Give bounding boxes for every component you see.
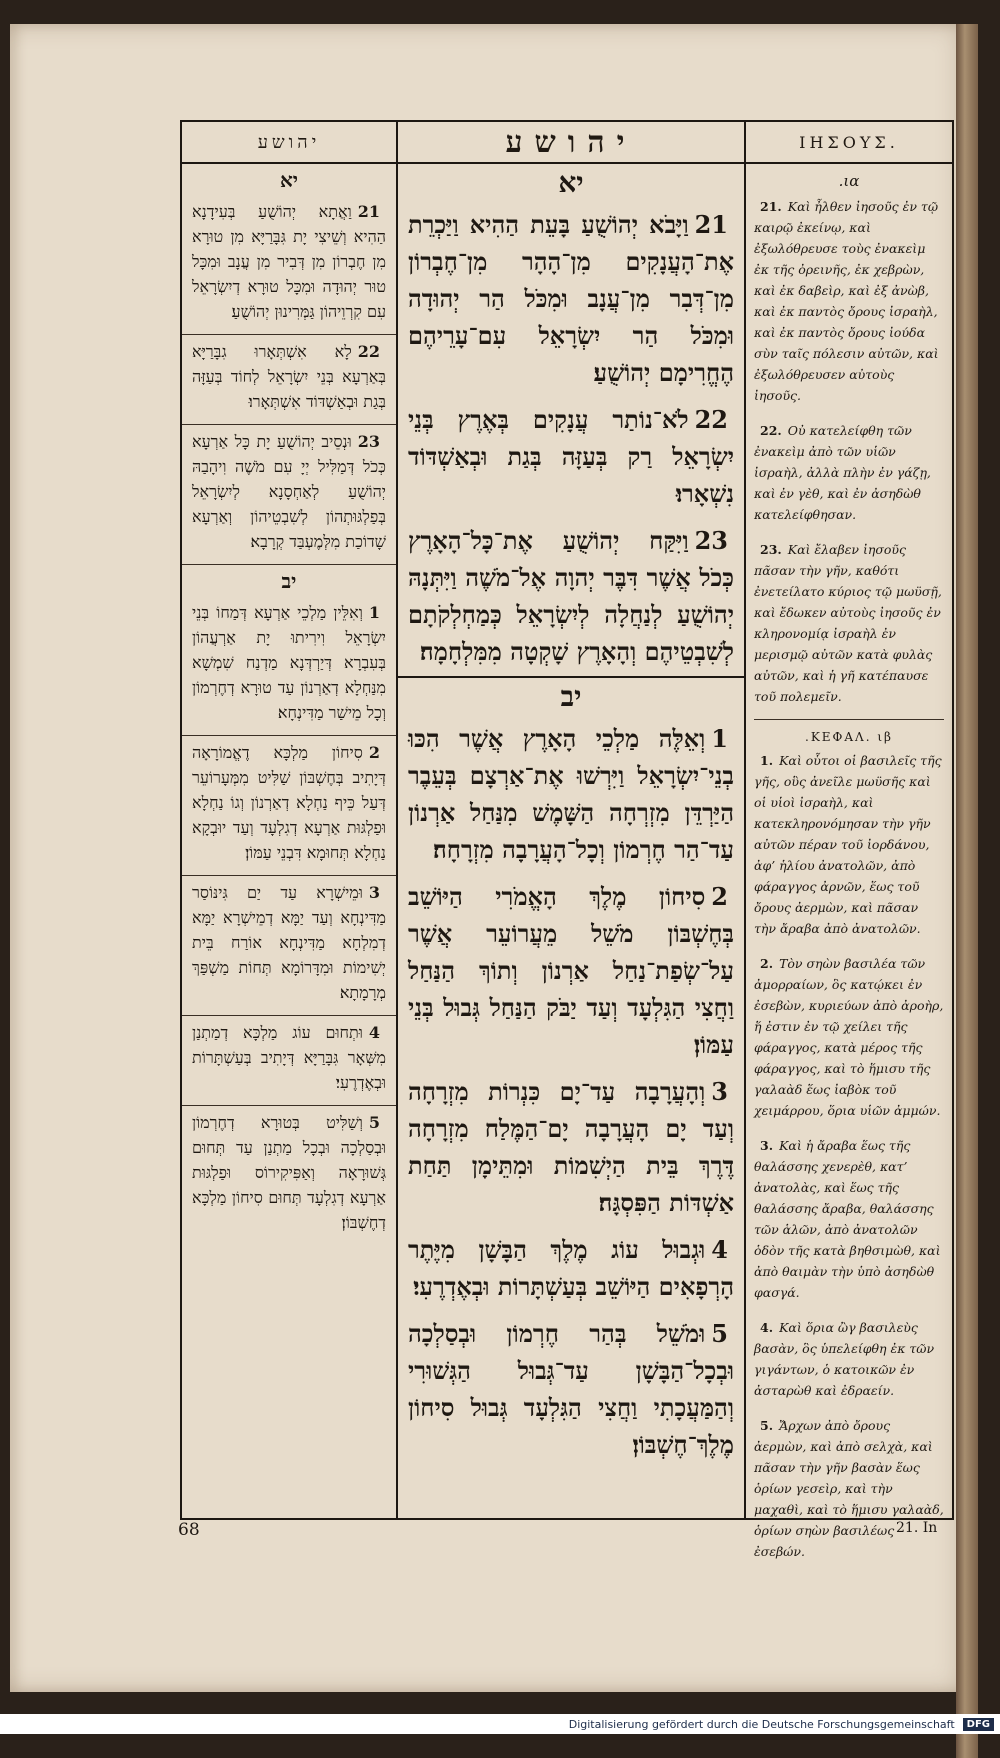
- verse-text: סִיחוֹן מֶלֶךְ הָאֱמֹרִי הַיּוֹשֵׁב בְּחֶשְׁבּוֹן מֹשֵׁל מֵעֲרוֹעֵר אֲשֶׁר עַל־שְׂפַת־נַחַל אַרְנוֹן וְתוֹךְ הַנַּחַל וַחֲצִי הַגִּלְעָד וְעַד יַבֹּק הַנַּחַל גְּבוּל בְּנֵי עַמּוֹן׃: [408, 882, 734, 1059]
- verse-number: 2: [368, 743, 380, 762]
- digitization-note: Digitalisierung gefördert durch die Deutsche Forschungsgemeinschaft: [568, 1717, 955, 1731]
- aramaic-verse: [182, 195, 396, 335]
- verse-number: 3.: [760, 1138, 774, 1153]
- hebrew-verse: [398, 716, 744, 874]
- verse-text: Καὶ ὅρια ὢγ βασιλεὺς βασὰν, ὃς ὑπελείφθη ἐκ τῶν γιγάντων, ὁ κατοικῶν ἐν ἀσταρὼθ καὶ ἐδραείν.: [754, 1320, 935, 1398]
- verse-number: 21: [357, 202, 380, 221]
- verse-text: וַיִּקַּח יְהוֹשֻׁעַ אֶת־כָּל־הָאָרֶץ כְּכֹל אֲשֶׁר דִּבֶּר יְהוָה אֶל־מֹשֶׁה וַיִּתְּנָהּ יְהוֹשֻׁעַ לְנַחֲלָה לְיִשְׂרָאֵל כְּמַחְלְקֹתָם לְשִׁבְטֵיהֶם וְהָאָרֶץ שָׁקְטָה מִמִּלְחָמָה׃: [408, 526, 734, 666]
- verse-text: וְהָעֲרָבָה עַד־יָם כִּנְרוֹת מִזְרָחָה וְעַד יָם הָעֲרָבָה יָם־הַמֶּלַח מִזְרָחָה דֶּרֶךְ בֵּית הַיְשִׁמוֹת וּמִתֵּימָן תַּחַת אַשְׁדּוֹת הַפִּסְגָּה׃: [408, 1077, 734, 1217]
- verse-number: 5: [711, 1319, 728, 1348]
- verse-text: וּנְסֵיב יְהוֹשֻׁעַ יָת כָּל אַרְעָא כְּכֹל דְּמַלִּיל יְיָ עִם מֹשֶׁה וִיהָבַהּ יְהוֹשֻׁעַ לְאַחְסָנָא לְיִשְׂרָאֵל בְּפַלְגּוּתְהוֹן לְשִׁבְטֵיהוֹן וְאַרְעָא שָׁדוֹכַת מִלְּמֶעְבַּד קְרָבָא׃: [192, 432, 386, 551]
- hebrew-verse: [398, 397, 744, 518]
- verse-text: Καὶ ἦλθεν ἰησοῦς ἐν τῷ καιρῷ ἐκείνῳ, καὶ ἐξωλόθρευσε τοὺς ἐνακεὶμ ἐκ τῆς ὀρεινῆς, ἐκ χεβρὼν, καὶ ἐκ δαβεὶρ, καὶ ἐξ ἀνὼβ, καὶ ἐκ παντὸς ὄρους ἰσραὴλ, καὶ ἐκ παντὸς ὄρους ἰούδα σὺν ταῖς πόλεσιν αὐτῶν, καὶ ἐξωλόθρευσεν αὐτοὺς ἰησοῦς.: [754, 199, 939, 403]
- verse-number: 23: [357, 432, 380, 451]
- verse-number: 1.: [760, 753, 774, 768]
- aramaic-verse: [182, 736, 396, 876]
- catchword: 21. In: [896, 1520, 938, 1536]
- hebrew-verse: [398, 518, 744, 676]
- verse-text: Οὐ κατελείφθη τῶν ἐνακεὶμ ἀπὸ τῶν υἱῶν ἰσραὴλ, ἀλλὰ πλὴν ἐν γάζῃ, καὶ ἐν γὲθ, καὶ ἐν ἀσηδὼθ κατελείφθησαν.: [754, 423, 931, 522]
- verse-number: 22.: [760, 423, 782, 438]
- greek-column-header: ΙΗΣΟΥΣ.: [746, 122, 952, 164]
- chapter-divider: [754, 719, 944, 720]
- aramaic-verse: [182, 876, 396, 1016]
- verse-number: 4: [368, 1023, 380, 1042]
- greek-chapter-12: ΚΕΦΑΛ. ιβ.: [805, 730, 893, 744]
- aramaic-verse: [182, 1016, 396, 1106]
- verse-number: 23: [694, 526, 728, 555]
- greek-chapter-11: ια.: [838, 172, 860, 190]
- verse-number: 4.: [760, 1320, 774, 1335]
- hebrew-column-header: יהושע: [398, 122, 744, 164]
- verse-number: 21.: [760, 199, 782, 214]
- verse-number: 22: [694, 405, 728, 434]
- verse-text: וְאִלֵּין מַלְכֵי אַרְעָא דְּמַחוֹ בְּנֵי יִשְׂרָאֵל וִירִיתוּ יָת אַרְעֲהוֹן בְּעִבְרָא דְּיַרְדְּנָא מַדְנַח שִׁמְשָׁא מִנַּחְלָא דְאַרְנוֹן עַד טוּרָא דְחֶרְמוֹן וְכָל מֵישַׁר מַדִּינְחָא׃: [192, 603, 386, 722]
- verse-number: 5: [368, 1113, 380, 1132]
- verse-text: וְאֵלֶּה מַלְכֵי הָאָרֶץ אֲשֶׁר הִכּוּ בְנֵי־יִשְׂרָאֵל וַיִּרְשׁוּ אֶת־אַרְצָם בְּעֵבֶר הַיַּרְדֵּן מִזְרְחָה הַשָּׁמֶשׁ מִנַּחַל אַרְנוֹן עַד־הַר חֶרְמוֹן וְכָל־הָעֲרָבָה מִזְרָחָה׃: [408, 724, 734, 864]
- dfg-logo: DFG: [963, 1718, 994, 1731]
- hebrew-chapter-12: יב: [560, 680, 582, 713]
- verse-text: סִיחוֹן מַלְכָּא דֶאֱמוֹרָאָה דְּיָתִיב בְּחֶשְׁבּוֹן שַׁלִּיט מִמְּעָרוֹעֵר דְּעַל כֵּיף נַחְלָא דְאַרְנוֹן וְגוֹ נַחְלָא וּפַלְגּוּת אַרְעָא דְגִלְעָד וְעַד יוּבְקָא נַחְלָא תְּחוּמָא דִּבְנֵי עַמּוֹן׃: [192, 743, 386, 862]
- greek-verse: [746, 416, 952, 535]
- verse-number: 4: [711, 1235, 728, 1264]
- hebrew-verse: [398, 202, 744, 397]
- page-number: 68: [178, 1520, 200, 1540]
- greek-verse: [746, 192, 952, 416]
- verse-number: 23.: [760, 542, 782, 557]
- greek-verse: [746, 746, 952, 949]
- aramaic-verse: [182, 425, 396, 565]
- verse-text: וַאֲתָא יְהוֹשֻׁעַ בְּעִידָנָא הַהִיא וְשֵׁיצִי יָת גִּבָּרַיָּא מִן טוּרָא מִן חֶבְרוֹן מִן דְּבִיר מִן עֲנָב וּמִכָּל טוּר יְהוּדָה וּמִכָּל טוּרָא דְיִשְׂרָאֵל עִם קִרְוֵיהוֹן גַּמְּרִינוּן יְהוֹשֻׁעַ׃: [192, 202, 386, 321]
- verse-text: לָא אִשְׁתְּאָרוּ גִבָּרַיָּא בְּאַרְעָא בְּנֵי יִשְׂרָאֵל לְחוֹד בְּעַזָּה בְּגַת וּבְאַשְׁדּוֹד אִשְׁתְּאָרוּ׃: [192, 342, 386, 411]
- aramaic-verse: [182, 1106, 396, 1245]
- verse-text: וּמֹשֵׁל בְּהַר חֶרְמוֹן וּבְסַלְכָה וּבְכָל־הַבָּשָׁן עַד־גְּבוּל הַגְּשׁוּרִי וְהַמַּעֲכָתִי וַחֲצִי הַגִּלְעָד גְּבוּל סִיחוֹן מֶלֶךְ־חֶשְׁבּוֹן׃: [408, 1319, 734, 1459]
- greek-verse: [746, 535, 952, 717]
- hebrew-verse: [398, 874, 744, 1069]
- greek-verse: [746, 1313, 952, 1411]
- verse-text: Τὸν σηὼν βασιλέα τῶν ἀμορραίων, ὃς κατῴκει ἐν ἐσεβὼν, κυριεύων ἀπὸ ἀροὴρ, ἥ ἐστιν ἐν τῷ χείλει τῆς φάραγγος, κατὰ μέρος τῆς φάραγγος, καὶ τὸ ἥμισυ τῆς γαλαὰδ ἕως ἰαβὸκ τοῦ χειμάρρου, ὅρια υἱῶν ἀμμών.: [754, 956, 944, 1118]
- aramaic-chapter-11: יא: [279, 168, 299, 192]
- verse-number: 1: [711, 724, 728, 753]
- hebrew-verse: [398, 1311, 744, 1469]
- verse-text: וּגְבוּל עוֹג מֶלֶךְ הַבָּשָׁן מִיֶּתֶר הָרְפָאִים הַיּוֹשֵׁב בְּעַשְׁתָּרוֹת וּבְאֶדְרֶעִי׃: [408, 1235, 734, 1301]
- verse-text: וּמֵישְׁרָא עַד יַם גִּינּוֹסַר מַדִּינְחָא וְעַד יַמָּא דְמֵישְׁרָא יַמָּא דְמִלְחָא מַדִּינְחָא אוֹרַח בֵּית יְשִׁימוֹת וּמִדָּרוֹמָא תְּחוֹת מַשְׁפַּךְ מְרָמָתָא׃: [192, 883, 386, 1002]
- verse-number: 22: [357, 342, 380, 361]
- verse-text: Καὶ ἔλαβεν ἰησοῦς πᾶσαν τὴν γῆν, καθότι ἐνετείλατο κύριος τῷ μωϋσῇ, καὶ ἔδωκεν αὐτοὺς ἰησοῦς ἐν κληρονομίᾳ ἰσραὴλ ἐν μερισμῷ αὐτῶν κατὰ φυλὰς αὐτῶν, καὶ ἡ γῆ κατέπαυσε τοῦ πολεμεῖν.: [754, 542, 942, 704]
- aramaic-column: [182, 122, 398, 1518]
- greek-verse: [746, 1131, 952, 1313]
- aramaic-verse: [182, 335, 396, 425]
- verse-number: 3: [711, 1077, 728, 1106]
- hebrew-column: [398, 122, 746, 1518]
- book-edge: [956, 24, 978, 1758]
- verse-text: וּתְחוּם עוֹג מַלְכָּא דְמַתְנַן מִשְּׁאָר גִּבָּרַיָּא דְּיָתִיב בְּעַשְׁתָּרוֹת וּבְאֶדְרֶעִי׃: [192, 1023, 386, 1092]
- verse-text: וַיָּבֹא יְהוֹשֻׁעַ בָּעֵת הַהִיא וַיַּכְרֵת אֶת־הָעֲנָקִים מִן־הָהָר מִן־חֶבְרוֹן מִן־דְּבִר מִן־עֲנָב וּמִכֹּל הַר יְהוּדָה וּמִכֹּל הַר יִשְׂרָאֵל עִם־עָרֵיהֶם הֶחֱרִימָם יְהוֹשֻׁעַ׃: [408, 210, 734, 387]
- verse-number: 21: [694, 210, 728, 239]
- aramaic-verse: [182, 596, 396, 736]
- verse-text: וְשַׁלִּיט בְּטוּרָא דְחֶרְמוֹן וּבְסַלְכָה וּבְכָל מַתְנַן עַד תְּחוּם גְּשׁוּרָאָה וְאַפִּיקִירוֹס וּפַלְגּוּת אַרְעָא דְגִלְעָד תְּחוּם סִיחוֹן מַלְכָּא דְחֶשְׁבּוֹן׃: [192, 1113, 386, 1232]
- verse-number: 5.: [760, 1418, 774, 1433]
- aramaic-column-header: יהושע: [182, 122, 396, 164]
- verse-number: 3: [368, 883, 380, 902]
- verse-text: Καὶ οὗτοι οἱ βασιλεῖς τῆς γῆς, οὓς ἀνεῖλε μωϋσῆς καὶ οἱ υἱοὶ ἰσραὴλ, καὶ κατεκληρονόμησαν τὴν γῆν αὐτῶν πέραν τοῦ ἰορδάνου, ἀφ’ ἡλίου ἀνατολῶν, ἀπὸ φάραγγος ἀρνῶν, ἕως τοῦ ὄρους ἀερμὼν, καὶ πᾶσαν τὴν ἄραβα ἀπὸ ἀνατολῶν.: [754, 753, 942, 936]
- greek-verse: [746, 1411, 952, 1572]
- verse-text: לֹא־נוֹתַר עֲנָקִים בְּאֶרֶץ בְּנֵי יִשְׂרָאֵל רַק בְּעַזָּה בְּגַת וּבְאַשְׁדּוֹד נִשְׁאָרוּ׃: [408, 405, 734, 508]
- hebrew-chapter-11: יא: [558, 166, 584, 199]
- verse-text: Καὶ ἡ ἄραβα ἕως τῆς θαλάσσης χενερὲθ, κατ’ ἀνατολὰς, καὶ ἕως τῆς θαλάσσης ἄραβα, θαλάσσης τῶν ἁλῶν, ἀπὸ ἀνατολῶν ὁδὸν τῆς κατὰ βηθσιμὼθ, καὶ ἀπὸ θαιμὰν τὴν ὑπὸ ἀσηδὼθ φασγά.: [754, 1138, 941, 1300]
- verse-number: 2: [711, 882, 728, 911]
- hebrew-verse: [398, 1069, 744, 1227]
- verse-number: 2.: [760, 956, 774, 971]
- verse-text: Ἄρχων ἀπὸ ὄρους ἀερμὼν, καὶ ἀπὸ σελχὰ, καὶ πᾶσαν τὴν γῆν βασὰν ἕως ὁρίων γεσεὶρ, καὶ τὴν μαχαθὶ, καὶ τὸ ἥμισυ γαλαὰδ, ὁρίων σηὼν βασιλέως ἐσεβών.: [754, 1418, 944, 1559]
- digitization-banner: [0, 1714, 1000, 1734]
- hebrew-verse: [398, 1227, 744, 1311]
- verse-number: 1: [368, 603, 380, 622]
- aramaic-chapter-12: יב: [281, 569, 297, 593]
- greek-verse: [746, 949, 952, 1131]
